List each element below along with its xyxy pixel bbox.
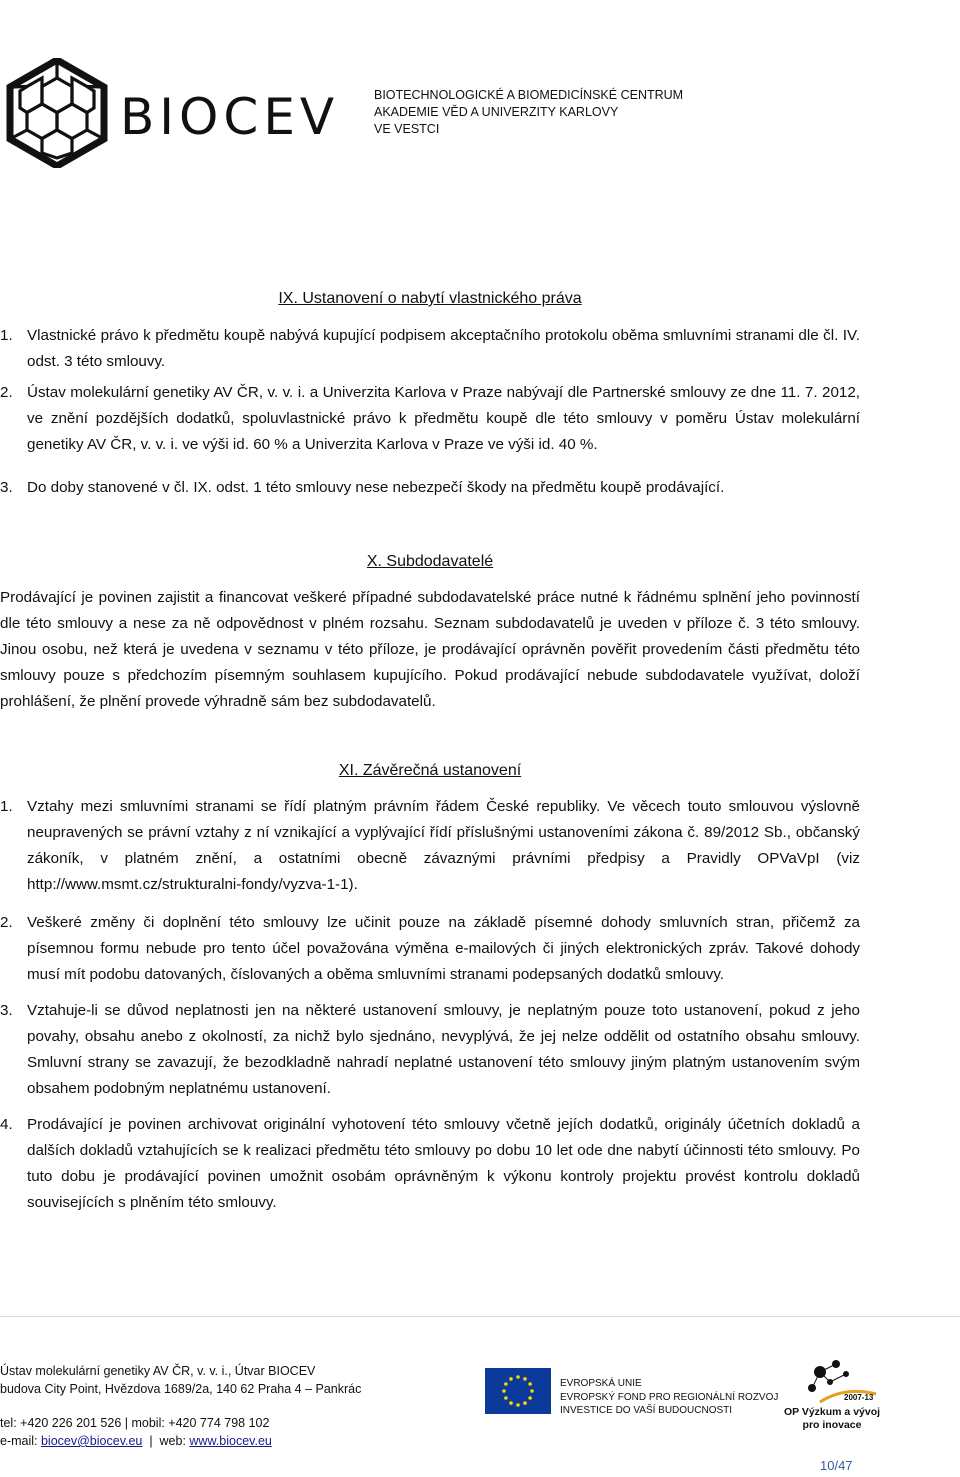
eu-star-icon <box>504 1382 508 1386</box>
clause-11-3 <box>0 998 860 1102</box>
section-11-title: XI. Závěrečná ustanovení <box>338 762 522 779</box>
institution-line: AKADEMIE VĚD A UNIVERZITY KARLOVY <box>374 105 619 119</box>
document-header <box>0 0 960 190</box>
opv-caption-line: OP Výzkum a vývoj <box>783 1406 881 1418</box>
eu-flag-icon <box>485 1368 551 1414</box>
eu-star-icon <box>528 1382 532 1386</box>
clause-number: 3. <box>0 1002 13 1019</box>
clause-text: Prodávající je povinen archivovat originální vyhotovení této smlouvy včetně jejích dodatků, originály účetních dokladů a dalších dokladů vztahujících se k realizaci předmětu této smlouvy po dobu 10 let ode dne nabytí účinnosti této smlouvy. Po tuto dobu je prodávající povinen umožnit osobám oprávněným k výkonu kontroly projektu provést kontrolu dokladů souvisejících s plněním této smlouvy. <box>27 1116 860 1211</box>
clause-number: 2. <box>0 384 13 401</box>
clause-number: 3. <box>0 479 13 496</box>
clause-text: Ústav molekulární genetiky AV ČR, v. v. i. a Univerzita Karlova v Praze nabývají dle Partnerské smlouvy ze dne 11. 7. 2012, ve znění pozdějších dodatků, spoluvlastnické právo k předmětu koupě dle této smlouvy v poměru Ústav molekulární genetiky AV ČR, v. v. i. ve výši id. 60 % a Univerzita Karlova v Praze ve výši id. 40 %. <box>27 384 860 453</box>
clause-text: Vlastnické právo k předmětu koupě nabývá kupující podpisem akceptačního protokolu oběma smluvními stranami dle čl. IV. odst. 3 této smlouvy. <box>27 327 860 370</box>
opvavpi-logo-icon <box>800 1356 880 1408</box>
footer-contact <box>0 1362 361 1450</box>
clause-9-3 <box>0 475 860 501</box>
institution-line: VE VESTCI <box>374 122 440 136</box>
eu-star-icon <box>516 1403 520 1407</box>
eu-star-icon <box>509 1401 513 1405</box>
clause-9-1 <box>0 323 860 375</box>
footer-org-line: Ústav molekulární genetiky AV ČR, v. v. i., Útvar BIOCEV <box>0 1364 316 1378</box>
section-9-title: IX. Ustanovení o nabytí vlastnického práva <box>278 290 582 307</box>
clause-11-4 <box>0 1112 860 1216</box>
section-10-title: X. Subdodavatelé <box>366 553 494 570</box>
opv-caption <box>772 1406 892 1432</box>
footer-links-line: e-mail: biocev@biocev.eu | web: www.biocev.eu <box>0 1434 272 1448</box>
footer-address-line: budova City Point, Hvězdova 1689/2a, 140 62 Praha 4 – Pankrác <box>0 1382 362 1396</box>
clause-9-2 <box>0 380 860 458</box>
clause-number: 1. <box>0 798 13 815</box>
footer-divider <box>0 1316 960 1317</box>
eu-star-icon <box>509 1377 513 1381</box>
eu-text-line: EVROPSKÝ FOND PRO REGIONÁLNÍ ROZVOJ <box>560 1391 779 1403</box>
opv-caption-line: pro inovace <box>802 1419 862 1431</box>
footer-phone-line: tel: +420 226 201 526 | mobil: +420 774 798 102 <box>0 1416 270 1430</box>
section-10-text: Prodávající je povinen zajistit a financovat veškeré případné subdodavatelské práce nutné k řádnému splnění jeho povinností dle této smlouvy a nese za ně odpovědnost v plném rozsahu. Seznam subdodavatelů je uveden v příloze č. 3 této smlouvy. Jinou osobu, než která je uvedena v seznamu v této příloze, je prodávající oprávněn pověřit provedením části předmětu této smlouvy pouze s předchozím písemným souhlasem kupujícího. Pokud prodávající nebude subdodavatele využívat, doloží prohlášení, že plnění provede výhradně sám bez subdodavatelů. <box>0 589 860 710</box>
eu-star-icon <box>523 1377 527 1381</box>
clause-text: Vztahuje-li se důvod neplatnosti jen na některé ustanovení smlouvy, je neplatným pouze toto ustanovení, pokud z jeho povahy, obsahu anebo z okolností, za nichž bylo sjednáno, nevyplývá, že jej nelze oddělit od ostatního obsahu smlouvy. Smluvní strany se zavazují, že bezodkladně nahradí neplatné ustanovení této smlouvy jiným platným ustanovením svým obsahem podobným neplatnému ustanovení. <box>27 1002 860 1097</box>
eu-star-icon <box>502 1389 506 1393</box>
clause-text: Veškeré změny či doplnění této smlouvy lze učinit pouze na základě písemné dohody smluvních stran, přičemž za písemnou formu nebude pro tento účel považována výměna e-mailových či jiných elektronických zpráv. Takové dohody musí mít podobu datovaných, číslovaných a oběma smluvními stranami podepsaných dodatků smlouvy. <box>27 914 860 983</box>
clause-number: 2. <box>0 914 13 931</box>
institution-line: BIOTECHNOLOGICKÉ A BIOMEDICÍNSKÉ CENTRUM <box>374 88 684 102</box>
clause-number: 1. <box>0 327 13 344</box>
logo-wordmark: BIOCEV <box>120 88 340 146</box>
eu-star-icon <box>516 1375 520 1379</box>
eu-star-icon <box>528 1396 532 1400</box>
clause-text: Do doby stanovené v čl. IX. odst. 1 této smlouvy nese nebezpečí škody na předmětu koupě prodávající. <box>27 479 725 496</box>
page-number: 10/47 <box>820 1458 853 1473</box>
email-link[interactable]: biocev@biocev.eu <box>40 1434 143 1448</box>
clause-11-2 <box>0 910 860 988</box>
biocev-logo-icon <box>2 58 112 168</box>
eu-star-icon <box>523 1401 527 1405</box>
web-link[interactable]: www.biocev.eu <box>189 1434 272 1448</box>
eu-text-line: EVROPSKÁ UNIE <box>560 1378 642 1389</box>
clause-text: Vztahy mezi smluvními stranami se řídí platným právním řádem České republiky. Ve věcech touto smlouvou výslovně neupravených se právní vztahy z ní vznikající a vyplývající řídí příslušnými ustanoveními zákona č. 89/2012 Sb., občanský zákoník, v platném znění, a ostatními obecně závaznými právními předpisy a Pravidly OPVaVpI (viz http://www.msmt.cz/strukturalni-fondy/vyzva-1-1). <box>27 798 860 893</box>
eu-star-icon <box>530 1389 534 1393</box>
eu-star-icon <box>504 1396 508 1400</box>
clause-11-1 <box>0 794 860 898</box>
eu-text-line: INVESTICE DO VAŠÍ BUDOUCNOSTI <box>560 1405 733 1416</box>
opv-years: 2007-13 <box>844 1393 874 1402</box>
eu-funding-text <box>560 1377 778 1418</box>
institution-name <box>374 87 683 138</box>
clause-number: 4. <box>0 1116 13 1133</box>
